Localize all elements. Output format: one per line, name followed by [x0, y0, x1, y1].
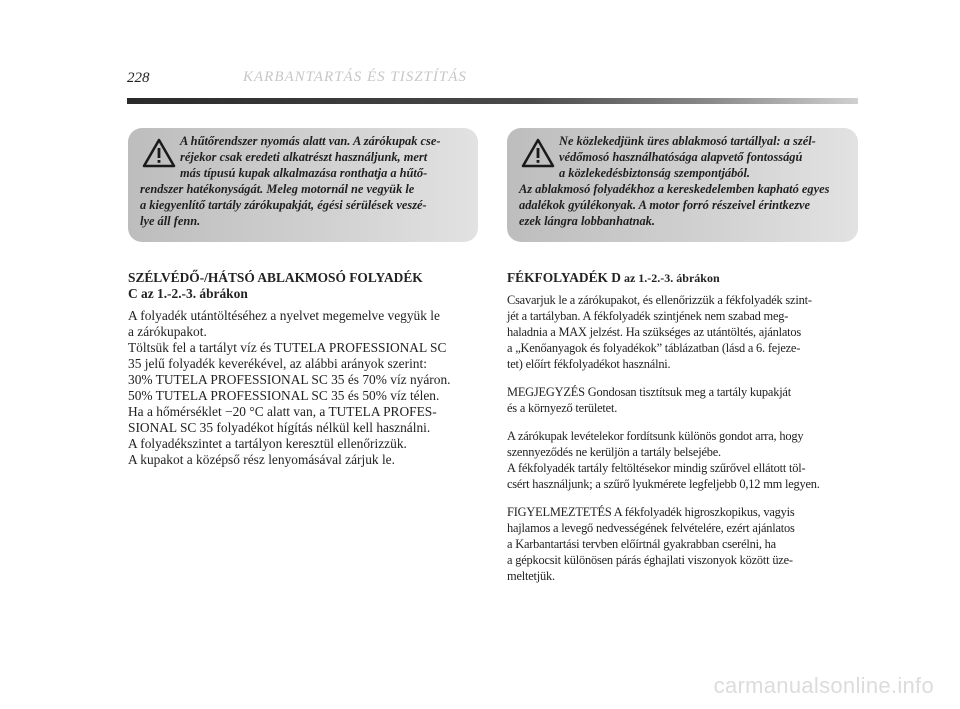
body-text: A folyadék utántöltéséhez a nyelvet megemelve vegyük le a zárókupakot. Töltsük fel a tartályt víz és TUTELA PROFESSIONAL SC 35 jelű folyadék keverékével, az alábbi arányok szerint: 30% TUTELA PROFESSIONAL SC 35 és 70% víz nyáron. 50% TUTELA PROFESSIONAL SC 35 és 50% víz télen. Ha a hőmérséklet −20 °C alatt van, a TUTELA PROFES- SIONAL SC 35 folyadékot hígítás nélkül kell használni. A folyadékszintet a tartályon keresztül ellenőrizzük. A kupakot a középső rész lenyomásával zárjuk le. [128, 308, 451, 467]
watermark: carmanualsonline.info [713, 673, 934, 698]
header-rule [127, 98, 858, 104]
warning-text: A hűtőrendszer nyomás alatt van. A zárókupak cse- réjekor csak eredeti alkatrészt használjunk, mert más típusú kupak alkalmazása ronthatja a hűtő- rendszer hatékonyságát. Meleg motornál ne vegyük le a kiegyenlítő tartály zárókupakját, égési sérülések veszé- lye áll fenn. [140, 134, 441, 228]
page-number: 228 [127, 70, 150, 86]
warning-text: Ne közlekedjünk üres ablakmosó tartállyal: a szél- védőmosó használhatósága alapvető fontosságú a közlekedésbiztonság szempontjából. Az ablakmosó folyadékhoz a kereskedelemben kapható egyes adalékok gyúlékonyak. A motor forró részeivel érintkezve ezek lángra lobbanhatnak. [519, 134, 830, 228]
warning-triangle-icon [142, 138, 176, 168]
warning-box-cooling [128, 128, 478, 242]
body-text: A zárókupak levételekor fordítsunk különös gondot arra, hogy szennyeződés ne kerüljön a tartály belsejébe. A fékfolyadék tartály feltöltésekor mindig szűrővel ellátott töl- csért használjunk; a szűrő lyukmérete legfeljebb 0,12 mm legyen. [507, 429, 820, 491]
note-text: MEGJEGYZÉS Gondosan tisztítsuk meg a tartály kupakját és a környező területet. [507, 385, 791, 415]
washer-fluid-section [128, 270, 478, 468]
section-heading: SZÉLVÉDŐ-/HÁTSÓ ABLAKMOSÓ FOLYADÉK C az 1.-2.-3. ábrákon [128, 270, 423, 301]
section-heading: FÉKFOLYADÉK D az 1.-2.-3. ábrákon [507, 270, 720, 285]
section-title: KARBANTARTÁS ÉS TISZTÍTÁS [243, 69, 467, 85]
warning-box-washer [507, 128, 858, 242]
warning-paragraph: FIGYELMEZTETÉS A fékfolyadék higroszkopikus, vagyis hajlamos a levegő nedvességének felvételére, ezért ajánlatos a Karbantartási tervben előírtnál gyakrabban cserélni, ha a gépkocsit különösen párás éghajlati viszonyok között üze- meltetjük. [507, 505, 795, 583]
body-text: Csavarjuk le a zárókupakot, és ellenőrizzük a fékfolyadék szint- jét a tartályban. A fékfolyadék szintjének nem szabad meg- haladnia a MAX jelzést. Ha szükséges az utántöltés, ajánlatos a „Kenőanyagok és folyadékok” táblázatban (lásd a 6. fejeze- tet) előírt fékfolyadékot használni. [507, 293, 812, 371]
brake-fluid-section [507, 270, 857, 584]
warning-triangle-icon [521, 138, 555, 168]
